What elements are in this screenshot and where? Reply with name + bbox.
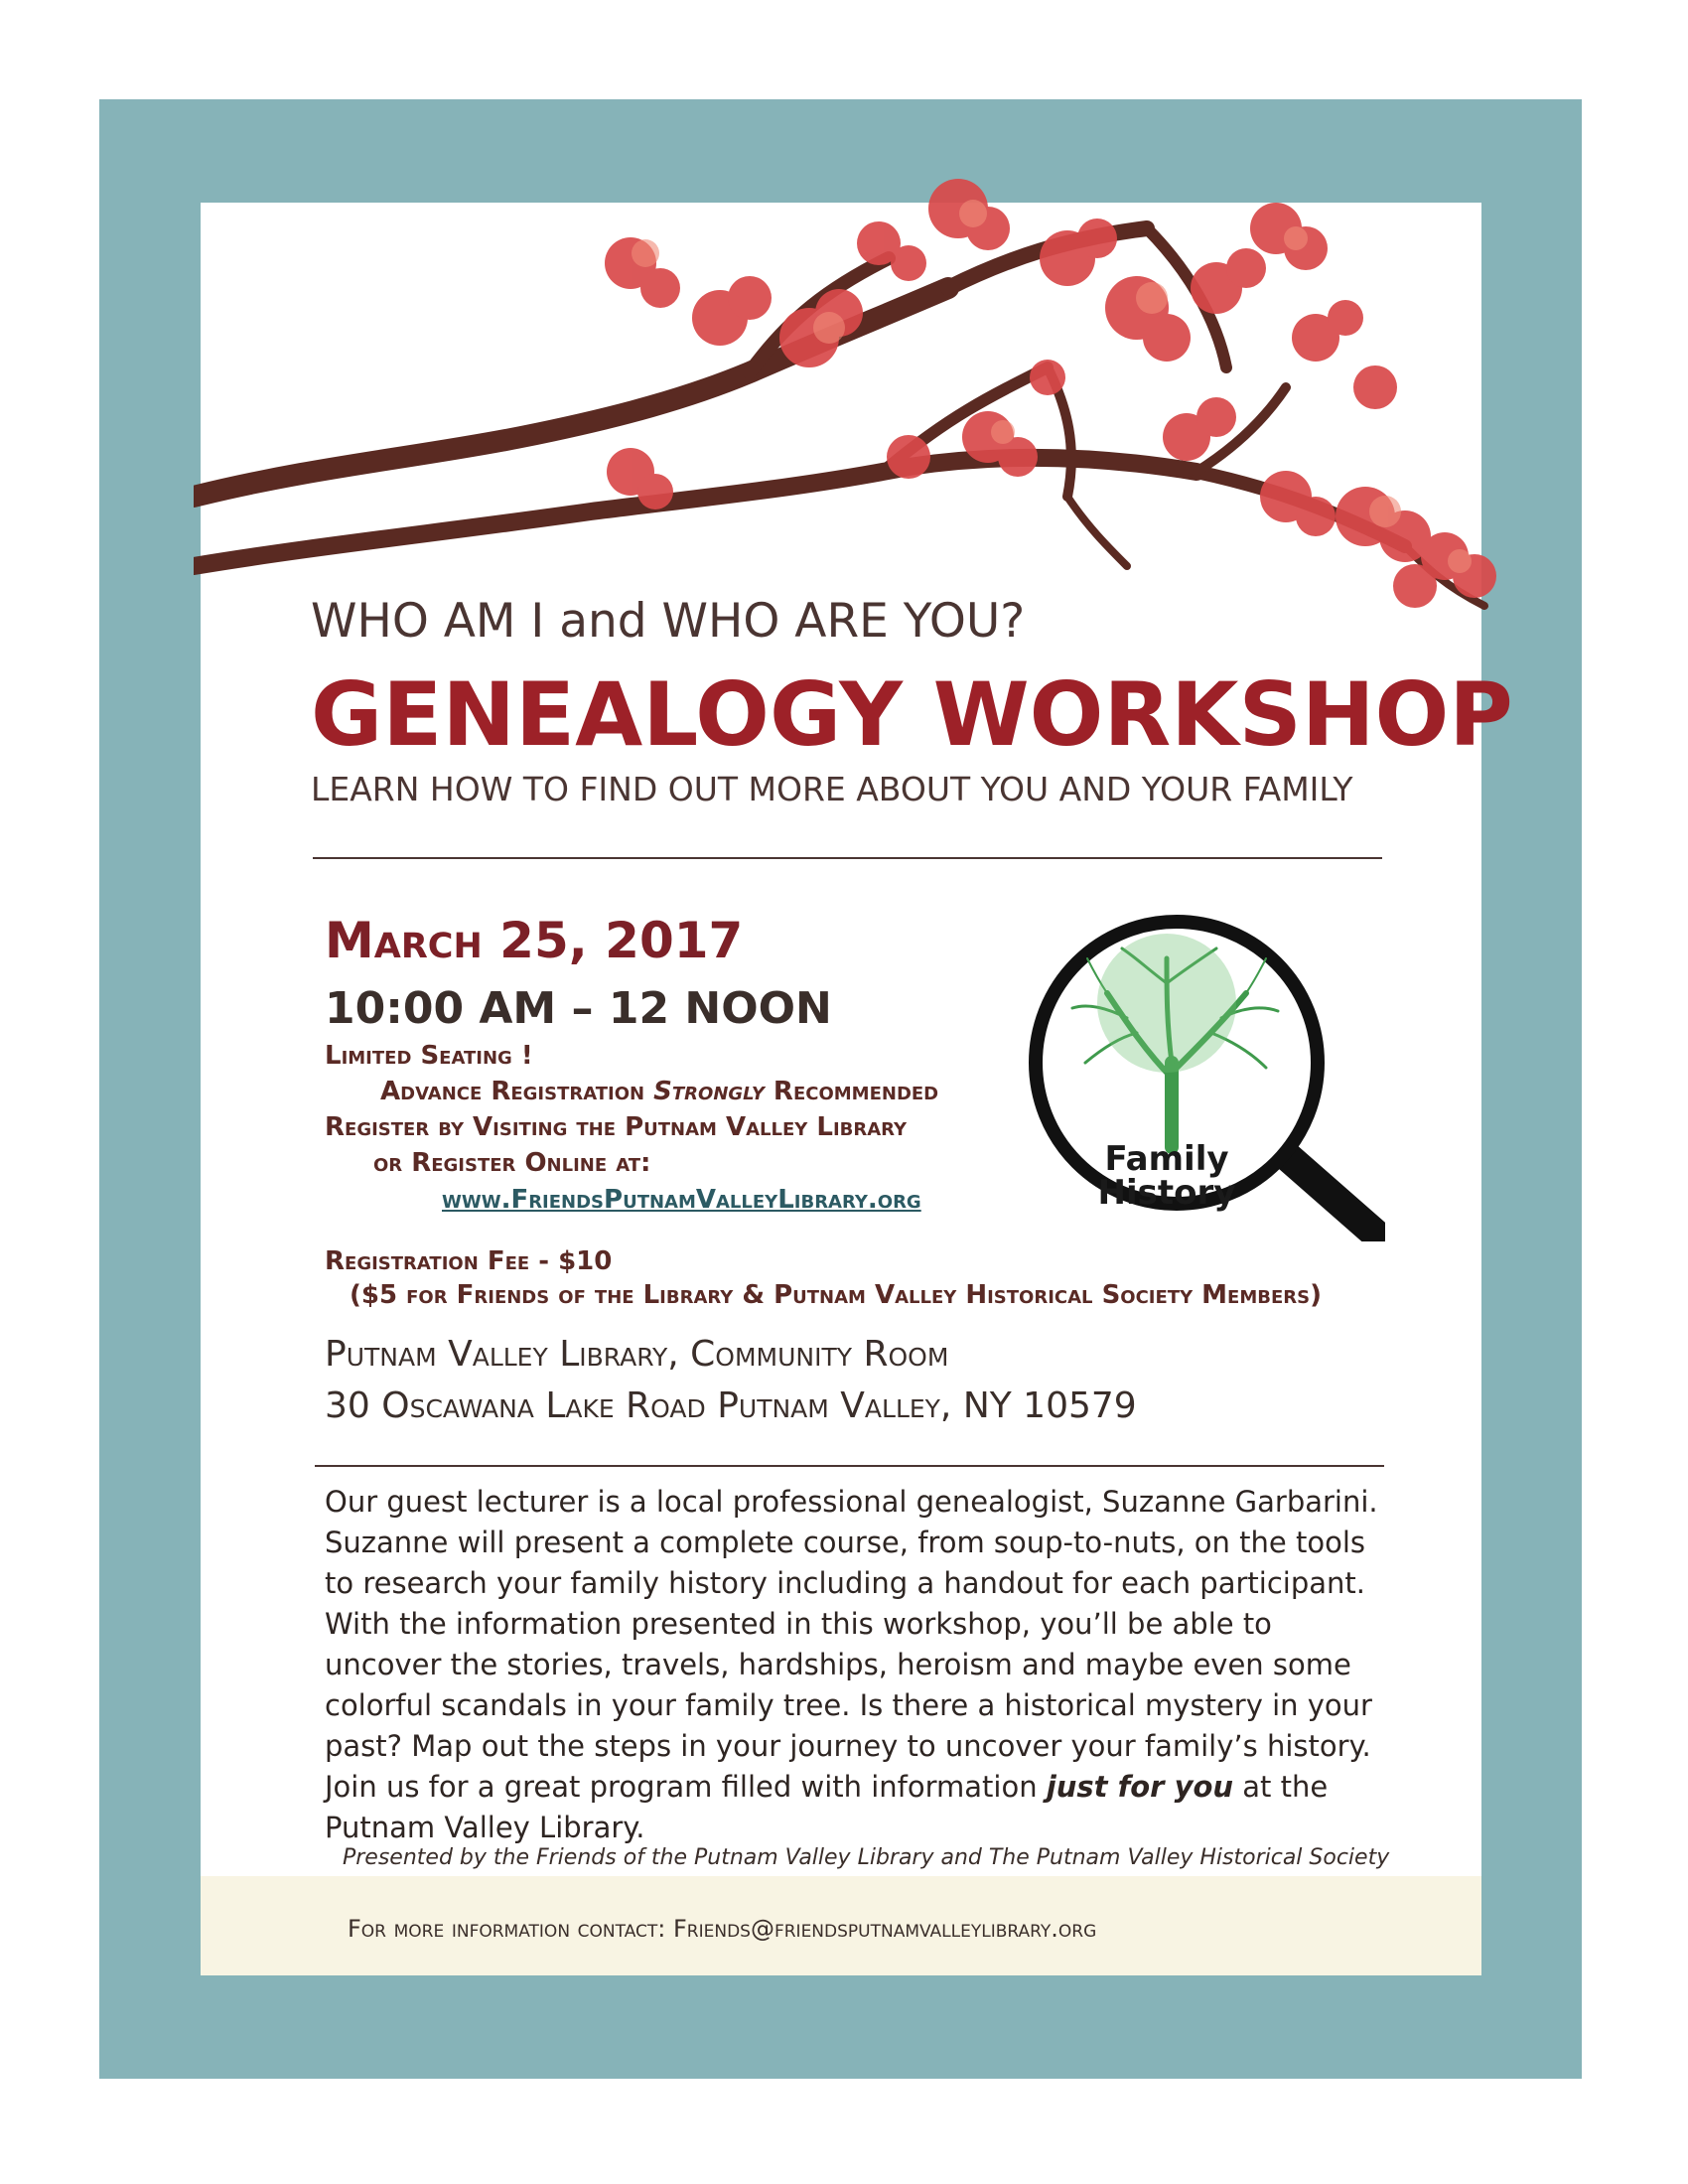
- register-visit: Register by Visiting the Putnam Valley Library: [325, 1112, 908, 1142]
- divider-bottom: [315, 1465, 1384, 1467]
- advance-prefix: Advance Registration: [380, 1077, 654, 1106]
- website-link[interactable]: [442, 1185, 921, 1215]
- advance-suffix: Recommended: [764, 1077, 939, 1106]
- description-emphasis: just for you: [1046, 1770, 1234, 1804]
- logo-line1: Family: [1104, 1139, 1229, 1179]
- logo-line2: History: [1097, 1173, 1236, 1213]
- presented-by: Presented by the Friends of the Putnam Valley Library and The Putnam Valley Historical Society: [343, 1845, 1390, 1870]
- advance-emphasis: Strongly: [653, 1077, 765, 1106]
- contact-info: For more information contact: Friends@friendsputnamvalleylibrary.org: [348, 1915, 1097, 1943]
- register-online: or Register Online at:: [373, 1148, 651, 1178]
- venue-name: Putnam Valley Library, Community Room: [325, 1334, 949, 1375]
- description-part2: at the Putnam Valley Library.: [325, 1770, 1329, 1844]
- magnifier-tree-icon: [1018, 914, 1385, 1241]
- registration-fee: Registration Fee - $10: [325, 1246, 613, 1276]
- blossom-branch-illustration: [194, 169, 1514, 665]
- website-link-text[interactable]: www.FriendsPutnamValleyLibrary.org: [442, 1185, 921, 1215]
- venue-address: 30 Oscawana Lake Road Putnam Valley, NY 10579: [325, 1385, 1137, 1426]
- subtitle: LEARN HOW TO FIND OUT MORE ABOUT YOU AND YOUR FAMILY: [311, 770, 1353, 808]
- limited-seating: Limited Seating !: [325, 1041, 533, 1071]
- divider-top: [313, 857, 1382, 859]
- fee-discount: ($5 for Friends of the Library & Putnam Valley Historical Society Members): [350, 1280, 1322, 1310]
- tagline: WHO AM I and WHO ARE YOU?: [311, 594, 1026, 649]
- description: [325, 1482, 1387, 1848]
- event-date: March 25, 2017: [325, 912, 744, 969]
- event-time: 10:00 AM – 12 NOON: [325, 983, 832, 1034]
- page-title: GENEALOGY WORKSHOP: [311, 663, 1513, 766]
- description-part1: Our guest lecturer is a local professional genealogist, Suzanne Garbarini. Suzanne will present a complete course, from soup-to-nuts, on the tools to research your family history including a handout for each participant. With the information presented in this workshop, you’ll be able to uncover the stories, travels, hardships, heroism and maybe even some colorful scandals in your family tree. Is there a historical mystery in your past? Map out the steps in your journey to uncover your family’s history. Join us for a great program filled with information: [325, 1485, 1378, 1804]
- advance-registration: [380, 1077, 938, 1106]
